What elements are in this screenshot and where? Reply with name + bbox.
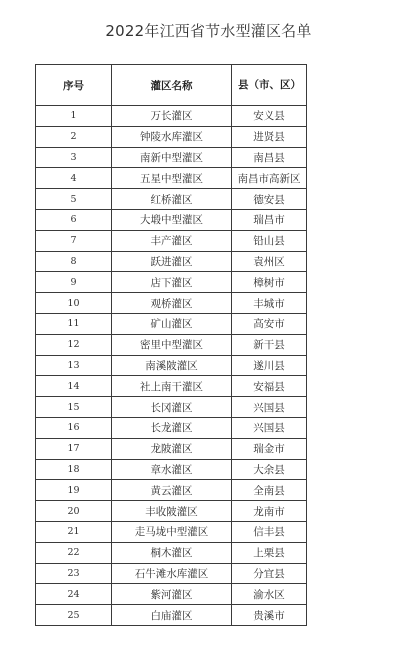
row-index-cell: 9: [36, 272, 112, 293]
district-name-cell: 丰收陂灌区: [112, 501, 232, 522]
row-index-cell: 7: [36, 230, 112, 251]
county-cell: 安福县: [232, 376, 307, 397]
row-index-cell: 12: [36, 334, 112, 355]
row-index-cell: 25: [36, 605, 112, 626]
county-cell: 新干县: [232, 334, 307, 355]
row-index-cell: 8: [36, 251, 112, 272]
row-index-cell: 2: [36, 126, 112, 147]
county-cell: 信丰县: [232, 521, 307, 542]
table-row: [36, 230, 307, 251]
district-name-cell: 矿山灌区: [112, 313, 232, 334]
row-index-cell: 17: [36, 438, 112, 459]
row-index-cell: 3: [36, 147, 112, 168]
district-name-cell: 观桥灌区: [112, 293, 232, 314]
table-row: [36, 521, 307, 542]
district-name-cell: 黄云灌区: [112, 480, 232, 501]
county-cell: 安义县: [232, 106, 307, 127]
table-row: [36, 480, 307, 501]
district-name-cell: 南新中型灌区: [112, 147, 232, 168]
county-cell: 瑞金市: [232, 438, 307, 459]
county-cell: 大余县: [232, 459, 307, 480]
county-cell: 兴国县: [232, 417, 307, 438]
county-cell: 遂川县: [232, 355, 307, 376]
county-cell: 兴国县: [232, 397, 307, 418]
district-name-cell: 紫河灌区: [112, 584, 232, 605]
district-name-cell: 南溪陂灌区: [112, 355, 232, 376]
table-row: [36, 106, 307, 127]
district-name-cell: 长冈灌区: [112, 397, 232, 418]
irrigation-district-table: [35, 64, 307, 626]
district-name-cell: 桐木灌区: [112, 542, 232, 563]
row-index-cell: 1: [36, 106, 112, 127]
district-name-cell: 走马垅中型灌区: [112, 521, 232, 542]
row-index-cell: 15: [36, 397, 112, 418]
table-row: [36, 397, 307, 418]
county-cell: 铅山县: [232, 230, 307, 251]
table-body: [36, 106, 307, 626]
county-cell: 德安县: [232, 189, 307, 210]
county-cell: 南昌市高新区: [232, 168, 307, 189]
table-row: [36, 334, 307, 355]
row-index-cell: 23: [36, 563, 112, 584]
row-index-cell: 19: [36, 480, 112, 501]
district-name-cell: 龙陂灌区: [112, 438, 232, 459]
district-name-cell: 白庙灌区: [112, 605, 232, 626]
county-cell: 贵溪市: [232, 605, 307, 626]
district-name-cell: 跃进灌区: [112, 251, 232, 272]
county-cell: 龙南市: [232, 501, 307, 522]
column-header-index: 序号: [36, 65, 112, 106]
table-row: [36, 251, 307, 272]
table-row: [36, 272, 307, 293]
table-row: [36, 459, 307, 480]
county-cell: 袁州区: [232, 251, 307, 272]
row-index-cell: 22: [36, 542, 112, 563]
row-index-cell: 10: [36, 293, 112, 314]
county-cell: 上栗县: [232, 542, 307, 563]
district-name-cell: 章水灌区: [112, 459, 232, 480]
district-name-cell: 长龙灌区: [112, 417, 232, 438]
county-cell: 樟树市: [232, 272, 307, 293]
column-header-county: 县（市、区）: [232, 65, 307, 106]
table-row: [36, 438, 307, 459]
table-row: [36, 584, 307, 605]
row-index-cell: 16: [36, 417, 112, 438]
row-index-cell: 14: [36, 376, 112, 397]
district-name-cell: 红桥灌区: [112, 189, 232, 210]
table-row: [36, 209, 307, 230]
row-index-cell: 11: [36, 313, 112, 334]
district-name-cell: 石牛滩水库灌区: [112, 563, 232, 584]
table-row: [36, 355, 307, 376]
county-cell: 进贤县: [232, 126, 307, 147]
county-cell: 分宜县: [232, 563, 307, 584]
row-index-cell: 24: [36, 584, 112, 605]
district-name-cell: 大塅中型灌区: [112, 209, 232, 230]
county-cell: 渝水区: [232, 584, 307, 605]
table-row: [36, 147, 307, 168]
district-name-cell: 社上南干灌区: [112, 376, 232, 397]
county-cell: 丰城市: [232, 293, 307, 314]
row-index-cell: 4: [36, 168, 112, 189]
table-row: [36, 168, 307, 189]
district-name-cell: 五星中型灌区: [112, 168, 232, 189]
row-index-cell: 20: [36, 501, 112, 522]
table-row: [36, 293, 307, 314]
row-index-cell: 21: [36, 521, 112, 542]
table-row: [36, 417, 307, 438]
district-name-cell: 万长灌区: [112, 106, 232, 127]
column-header-name: 灌区名称: [112, 65, 232, 106]
county-cell: 全南县: [232, 480, 307, 501]
table-header-row: [36, 65, 307, 106]
table-row: [36, 313, 307, 334]
row-index-cell: 6: [36, 209, 112, 230]
table-row: [36, 126, 307, 147]
table-row: [36, 189, 307, 210]
district-name-cell: 密里中型灌区: [112, 334, 232, 355]
row-index-cell: 13: [36, 355, 112, 376]
row-index-cell: 5: [36, 189, 112, 210]
table-row: [36, 542, 307, 563]
county-cell: 瑞昌市: [232, 209, 307, 230]
row-index-cell: 18: [36, 459, 112, 480]
table-row: [36, 376, 307, 397]
table-row: [36, 563, 307, 584]
table-row: [36, 501, 307, 522]
district-name-cell: 钟陵水库灌区: [112, 126, 232, 147]
county-cell: 高安市: [232, 313, 307, 334]
district-name-cell: 店下灌区: [112, 272, 232, 293]
table-row: [36, 605, 307, 626]
district-name-cell: 丰产灌区: [112, 230, 232, 251]
county-cell: 南昌县: [232, 147, 307, 168]
page-title: 2022年江西省节水型灌区名单: [105, 22, 312, 40]
